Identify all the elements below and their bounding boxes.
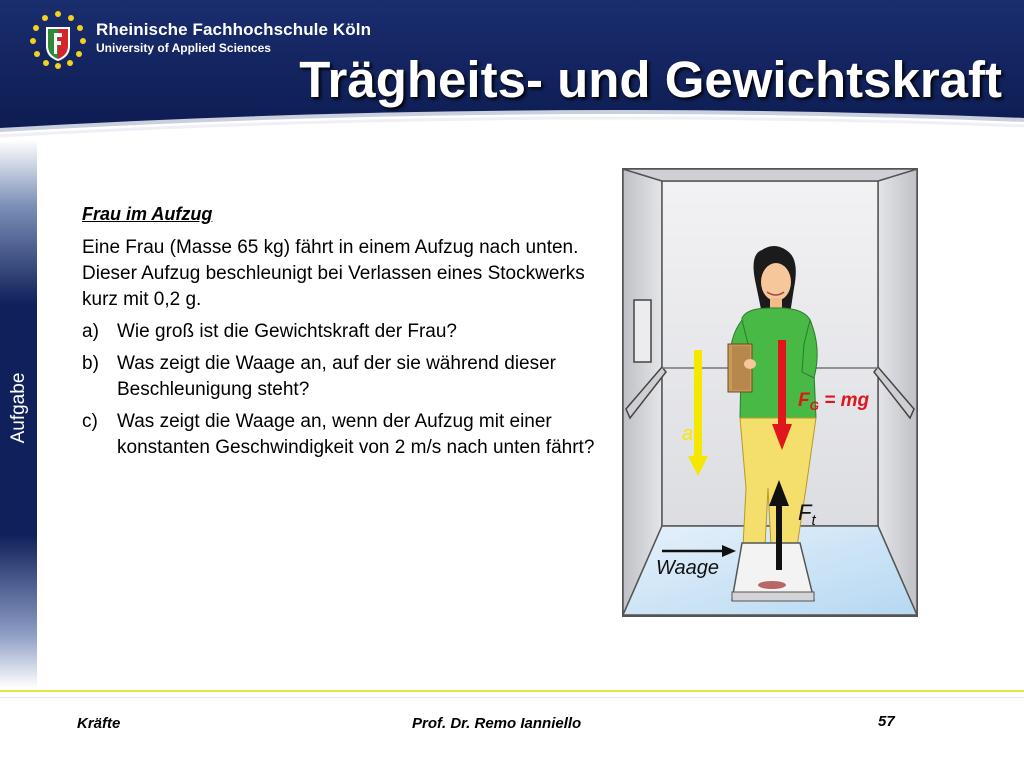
footer-divider — [0, 690, 1024, 692]
footer-topic: Kräfte — [77, 715, 121, 732]
question-text: Was zeigt die Waage an, wenn der Aufzug mit einer konstanten Geschwindigkeit von 2 m/s nach unten fährt? — [117, 411, 595, 458]
footer-author: Prof. Dr. Remo Ianniello — [412, 715, 582, 732]
question-letter: a) — [82, 321, 99, 342]
question-text: Was zeigt die Waage an, auf der sie während dieser Beschleunigung steht? — [117, 353, 556, 400]
question-item — [82, 409, 602, 461]
page-number: 57 — [878, 713, 895, 730]
task-intro: Eine Frau (Masse 65 kg) fährt in einem Aufzug nach unten. Dieser Aufzug beschleunigt bei Verlassen eines Stockwerks kurz mit 0,2 g. — [82, 237, 585, 310]
acceleration-label: a — [682, 423, 694, 445]
question-letter: c) — [82, 411, 98, 432]
support-force-label: $F_t$ — [798, 500, 816, 529]
question-item — [82, 351, 602, 403]
section-label: Aufgabe — [8, 372, 29, 444]
question-text: Wie groß ist die Gewichtskraft der Frau? — [117, 321, 457, 342]
scale-label: Waage — [656, 557, 720, 579]
task-content — [82, 204, 602, 467]
question-item — [82, 319, 602, 345]
university-subtitle: University of Applied Sciences — [96, 41, 271, 55]
slide-header — [0, 0, 1024, 140]
question-letter: b) — [82, 353, 99, 374]
slide-title: Trägheits- und Gewichtskraft — [299, 51, 1002, 108]
footer-divider-light — [0, 697, 1024, 698]
university-name: Rheinische Fachhochschule Köln — [96, 20, 372, 39]
task-heading: Frau im Aufzug — [82, 204, 213, 224]
elevator-illustration — [622, 168, 918, 617]
weight-force-label: $F_G$ = mg — [798, 390, 870, 413]
rfh-logo-emblem-icon — [28, 10, 88, 70]
